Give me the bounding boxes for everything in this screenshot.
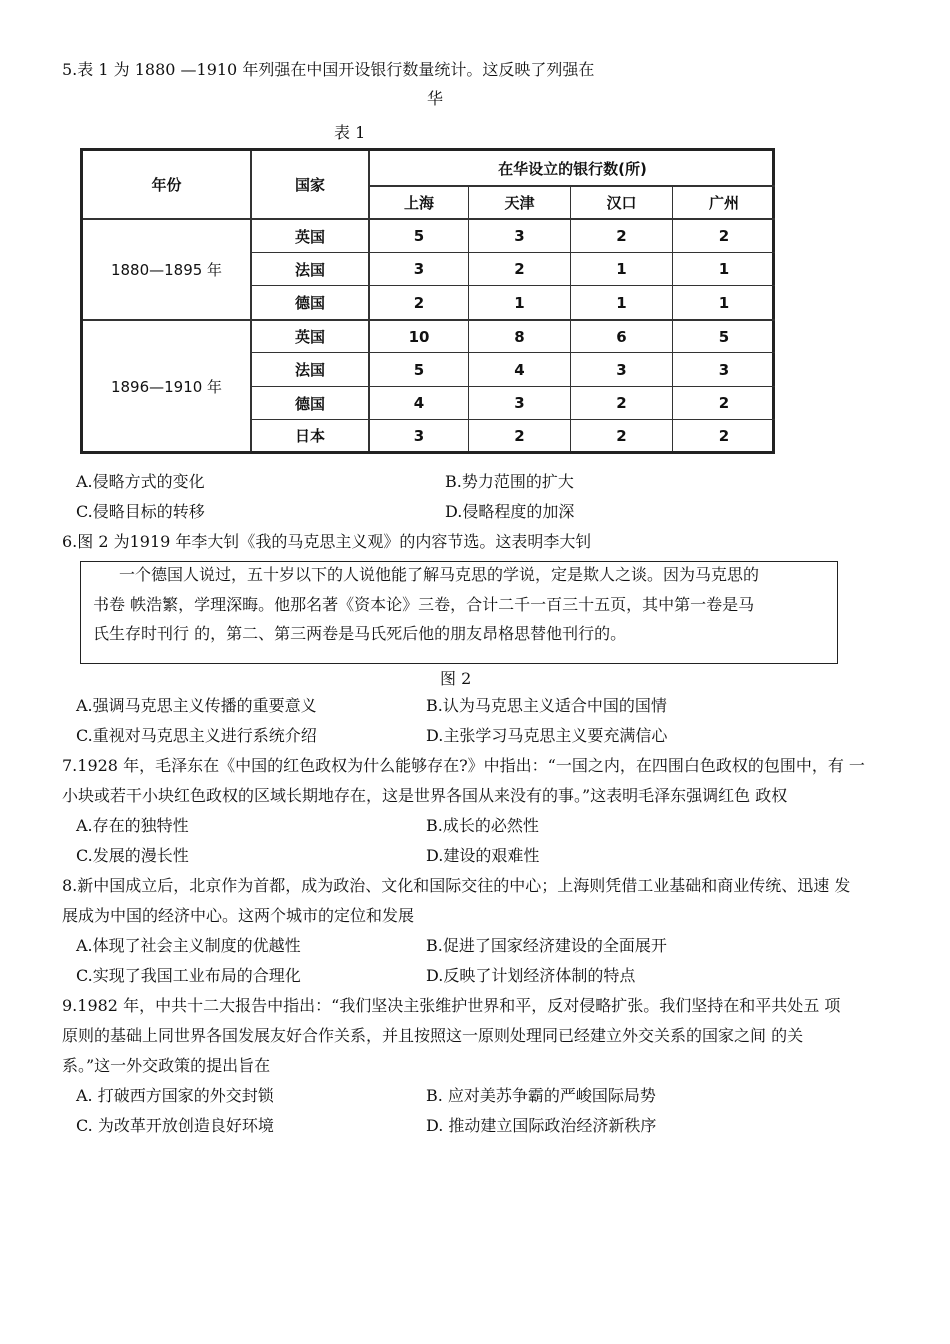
value-cell: 4 — [413, 394, 425, 412]
q9-stem-line-1: 9.1982 年，中共十二大报告中指出：“我们坚决主张维护世界和平，反对侵略扩张。我们坚持在和平共处五 项 — [62, 996, 841, 1015]
option-c: C.侵略目标的转移 — [76, 502, 205, 521]
option-d: D.建设的艰难性 — [426, 846, 540, 865]
q9-stem-line-2: 原则的基础上同世界各国发展友好合作关系，并且按照这一原则处理同已经建立外交关系的国家之间 的关 — [62, 1026, 804, 1045]
option-b: B.成长的必然性 — [426, 816, 539, 835]
option-c: C.发展的漫长性 — [76, 846, 189, 865]
value-cell: 5 — [413, 227, 425, 245]
period-label: 1896—1910 年 — [110, 377, 223, 396]
value-cell: 2 — [616, 227, 627, 245]
option-b: B.认为马克思主义适合中国的国情 — [426, 696, 667, 715]
value-cell: 3 — [413, 260, 425, 278]
country-cell: 法国 — [294, 361, 325, 379]
option-d: D.主张学习马克思主义要充满信心 — [426, 726, 668, 745]
header-city: 天津 — [504, 194, 535, 212]
country-cell: 日本 — [294, 427, 325, 445]
q7-stem-line-2: 小块或若干小块红色政权的区域长期地存在，这是世界各国从来没有的事。”这表明毛泽东强调红色 政权 — [62, 786, 788, 805]
option-a: A.强调马克思主义传播的重要意义 — [76, 696, 317, 715]
value-cell: 8 — [514, 327, 525, 346]
value-cell: 6 — [616, 327, 627, 346]
value-cell: 2 — [718, 394, 730, 412]
value-cell: 2 — [616, 426, 627, 445]
option-c: C.实现了我国工业布局的合理化 — [76, 966, 301, 985]
excerpt-line: 书卷 帙浩繁，学理深晦。他那名著《资本论》三卷，合计二千一百三十五页，其中第一卷是马 — [93, 595, 755, 614]
header-city: 汉口 — [606, 194, 637, 212]
value-cell: 2 — [718, 227, 730, 245]
excerpt-line: 氏生存时刊行 的，第二、第三两卷是马氏死后他的朋友昂格思替他刊行的。 — [93, 624, 627, 643]
table-caption: 表 1 — [334, 123, 366, 142]
value-cell: 5 — [413, 360, 425, 379]
option-a: A. 打破西方国家的外交封锁 — [76, 1086, 274, 1105]
value-cell: 1 — [514, 293, 525, 312]
value-cell: 4 — [514, 360, 525, 379]
value-cell: 3 — [616, 360, 627, 379]
value-cell: 10 — [408, 327, 430, 346]
option-d: D.反映了计划经济体制的特点 — [426, 966, 636, 985]
excerpt-box — [80, 561, 838, 664]
value-cell: 3 — [514, 394, 525, 412]
value-cell: 2 — [514, 260, 525, 278]
q5-stem-line-2: 华 — [427, 89, 444, 108]
value-cell: 3 — [718, 360, 730, 379]
value-cell: 2 — [616, 394, 627, 412]
value-cell: 2 — [514, 426, 525, 445]
value-cell: 2 — [718, 426, 730, 445]
header-country: 国家 — [294, 176, 325, 194]
value-cell: 2 — [413, 293, 425, 312]
country-cell: 法国 — [294, 260, 325, 279]
excerpt-line: 一个德国人说过，五十岁以下的人说他能了解马克思的学说，定是欺人之谈。因为马克思的 — [119, 565, 760, 584]
value-cell: 1 — [718, 293, 730, 312]
bank-count-table — [80, 148, 775, 454]
option-d: D.侵略程度的加深 — [445, 502, 575, 521]
country-cell: 英国 — [294, 227, 325, 246]
header-city: 上海 — [403, 194, 434, 212]
option-a: A.存在的独特性 — [76, 816, 189, 835]
value-cell: 3 — [413, 426, 425, 445]
value-cell: 5 — [718, 327, 730, 346]
option-b: B.势力范围的扩大 — [445, 472, 574, 491]
q8-stem-line-1: 8.新中国成立后，北京作为首都，成为政治、文化和国际交往的中心；上海则凭借工业基础和商业传统、迅速 发 — [62, 876, 851, 895]
option-c: C.重视对马克思主义进行系统介绍 — [76, 726, 317, 745]
option-b: B.促进了国家经济建设的全面展开 — [426, 936, 667, 955]
header-city: 广州 — [708, 194, 739, 212]
option-a: A.侵略方式的变化 — [76, 472, 205, 491]
header-year: 年份 — [151, 176, 182, 194]
period-label: 1880—1895 年 — [110, 261, 223, 279]
figure-caption: 图 2 — [440, 669, 472, 688]
option-d: D. 推动建立国际政治经济新秩序 — [426, 1116, 657, 1135]
option-c: C. 为改革开放创造良好环境 — [76, 1116, 274, 1135]
q9-stem-line-3: 系。”这一外交政策的提出旨在 — [62, 1056, 271, 1075]
header-bank-count: 在华设立的银行数(所) — [498, 159, 647, 178]
country-cell: 德国 — [294, 394, 325, 413]
value-cell: 1 — [616, 260, 627, 278]
option-a: A.体现了社会主义制度的优越性 — [76, 936, 301, 955]
option-b: B. 应对美苏争霸的严峻国际局势 — [426, 1086, 656, 1105]
q8-stem-line-2: 展成为中国的经济中心。这两个城市的定位和发展 — [62, 906, 415, 925]
country-cell: 德国 — [294, 294, 325, 312]
q7-stem-line-1: 7.1928 年，毛泽东在《中国的红色政权为什么能够存在?》中指出：“一国之内，在四围白色政权的包围中，有 一 — [62, 756, 865, 775]
value-cell: 1 — [718, 260, 730, 278]
country-cell: 英国 — [294, 328, 325, 346]
q5-stem-line-1: 5.表 1 为 1880 —1910 年列强在中国开设银行数量统计。这反映了列强在 — [62, 60, 595, 79]
value-cell: 3 — [514, 227, 525, 245]
value-cell: 1 — [616, 293, 627, 312]
q6-stem: 6.图 2 为1919 年李大钊《我的马克思主义观》的内容节选。这表明李大钊 — [62, 532, 592, 551]
